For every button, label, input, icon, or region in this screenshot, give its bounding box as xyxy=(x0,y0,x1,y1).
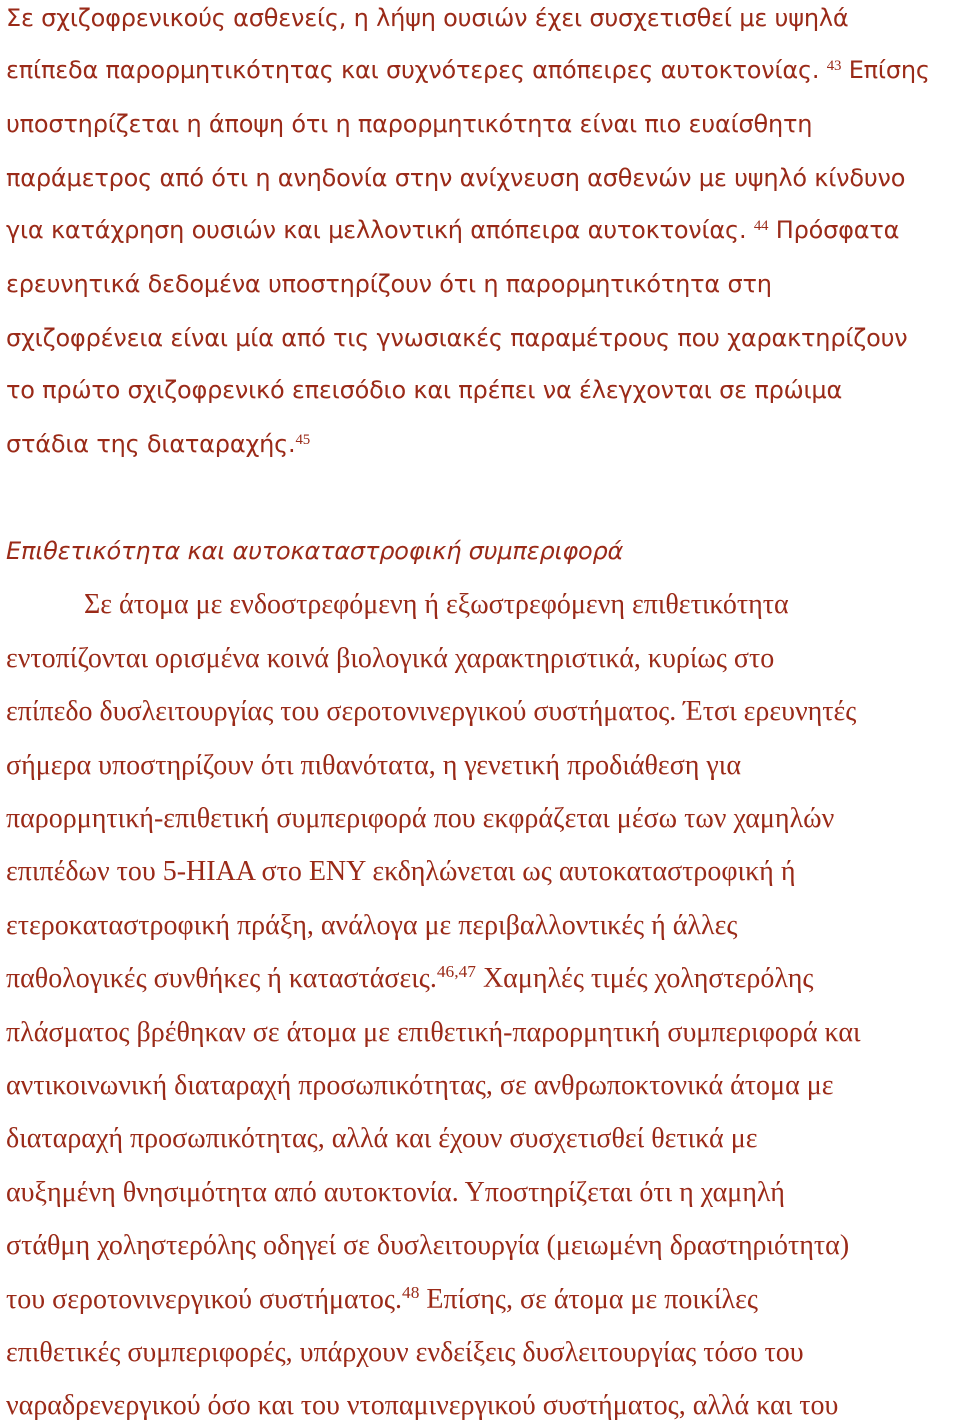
text-line: παθολογικές συνθήκες ή καταστάσεις.$^{46,47}$ Χαμηλές τιμές χοληστερόλης xyxy=(6,962,814,994)
text-line: ναραδρενεργικού όσο και του ντοπαμινεργικού συστήματος, αλλά και του xyxy=(6,1390,839,1421)
text-line: αντικοινωνική διαταραχή προσωπικότητας, σε ανθρωποκτονικά άτομα με xyxy=(6,1070,834,1101)
reference-superscript: 44 xyxy=(753,217,769,234)
text-line: επίπεδο δυσλειτουργίας του σεροτονινεργικού συστήματος. Έτσι ερευνητές xyxy=(6,696,857,727)
text-line: Σε σχιζοφρενικούς ασθενείς, η λήψη ουσιών έχει συσχετισθεί με υψηλά xyxy=(6,4,849,32)
text-line: παρορμητική-επιθετική συμπεριφορά που εκφράζεται μέσω των χαμηλών xyxy=(6,803,835,834)
text-line: εντοπίζονται ορισμένα κοινά βιολογικά χαρακτηριστικά, κυρίως στο xyxy=(6,643,775,674)
text-line: επιθετικές συμπεριφορές, υπάρχουν ενδείξεις δυσλειτουργίας τόσο του xyxy=(6,1337,804,1368)
text-line: υποστηρίζεται η άποψη ότι η παρορμητικότητα είναι πιο ευαίσθητη xyxy=(6,110,813,138)
section-heading: Επιθετικότητα και αυτοκαταστροφική συμπεριφορά xyxy=(6,537,624,565)
text-line: αυξημένη θνησιμότητα από αυτοκτονία. Υποστηρίζεται ότι η χαμηλή xyxy=(6,1177,785,1208)
text-line: ερευνητικά δεδομένα υποστηρίζουν ότι η παρορμητικότητα στη xyxy=(6,270,772,298)
text-line: στάθμη χοληστερόλης οδηγεί σε δυσλειτουργία (μειωμένη δραστηριότητα) xyxy=(6,1230,850,1261)
text-line: σχιζοφρένεια είναι μία από τις γνωσιακές παραμέτρους που χαρακτηρίζουν xyxy=(6,324,908,352)
text-line: διαταραχή προσωπικότητας, αλλά και έχουν συσχετισθεί θετικά με xyxy=(6,1123,758,1154)
text-line: το πρώτο σχιζοφρενικό επεισόδιο και πρέπει να έλεγχονται σε πρώιμα xyxy=(6,376,843,404)
text-line: Σε άτομα με ενδοστρεφόμενη ή εξωστρεφόμενη επιθετικότητα xyxy=(84,589,789,620)
reference-superscript: 48 xyxy=(402,1283,420,1303)
text-line: επιπέδων του 5-HIAA στο ENY εκδηλώνεται ως αυτοκαταστροφική ή xyxy=(6,856,796,887)
text-line: του σεροτονινεργικού συστήματος.$^{48}$ Επίσης, σε άτομα με ποικίλες xyxy=(6,1283,758,1315)
text-line: στάδια της διαταραχής.$^{45}$ xyxy=(6,430,310,458)
reference-superscript: 43 xyxy=(826,57,842,74)
text-line: ετεροκαταστροφική πράξη, ανάλογα με περιβαλλοντικές ή άλλες xyxy=(6,910,738,941)
reference-superscript: 46,47 xyxy=(436,962,476,982)
text-line: σήμερα υποστηρίζουν ότι πιθανότατα, η γενετική προδιάθεση για xyxy=(6,750,741,781)
text-line: παράμετρος από ότι η ανηδονία στην ανίχνευση ασθενών με υψηλό κίνδυνο xyxy=(6,164,906,192)
text-line: πλάσματος βρέθηκαν σε άτομα με επιθετική-παρορμητική συμπεριφορά και xyxy=(6,1017,861,1048)
text-line: επίπεδα παρορμητικότητας και συχνότερες απόπειρες αυτοκτονίας. $^{43}$ Επίσης xyxy=(6,56,930,84)
text-line: για κατάχρηση ουσιών και μελλοντική απόπειρα αυτοκτονίας. $^{44}$ Πρόσφατα xyxy=(6,216,900,244)
reference-superscript: 45 xyxy=(295,431,310,448)
